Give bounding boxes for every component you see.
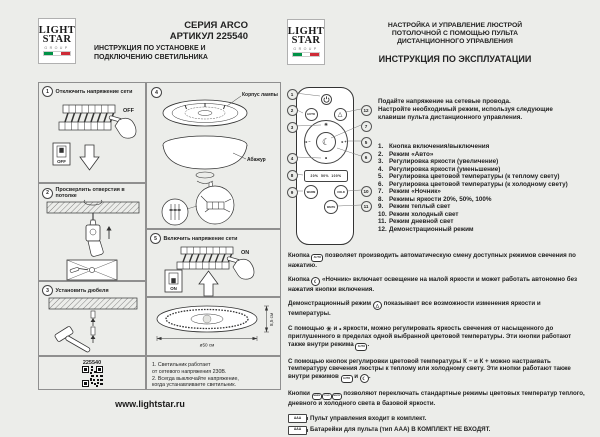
list-item: 4. Регулировка яркости (уменьшение)	[378, 165, 501, 173]
warm-button-icon: WARM	[312, 393, 322, 400]
demo-mode-button	[334, 108, 347, 121]
step-4-cell	[146, 82, 281, 229]
callout-7: 7	[361, 121, 372, 132]
list-item: 11. Режим дневной свет	[378, 218, 454, 225]
brightness-up-icon: ☀	[325, 325, 332, 333]
auto-button-icon: AUTO	[341, 375, 353, 383]
list-item: 3. Регулировка яркости (увеличение)	[378, 158, 499, 165]
svg-text:ø50 см: ø50 см	[199, 342, 215, 348]
step-1-badge: 1	[42, 86, 53, 97]
callout-2: 2	[287, 105, 298, 116]
list-item: 10. Режим холодный свет	[378, 210, 459, 218]
dowel-hammer-diagram	[39, 296, 145, 356]
callout-10: 10	[361, 186, 372, 197]
callout-5: 5	[361, 137, 372, 148]
svg-text:Корпус лампы: Корпус лампы	[242, 92, 278, 98]
hammer-handle	[65, 335, 91, 352]
website-url: www.lightstar.ru	[115, 399, 185, 409]
paragraph-auto: Кнопка AUTO позволяет производить автоматическую смену доступных режимов свечения по нажатию.	[288, 252, 576, 269]
power-icon	[323, 96, 330, 103]
list-item: 12. Демонстрационный режим	[378, 225, 474, 233]
operation-paragraphs	[288, 252, 585, 437]
list-item: 2. Режим «Авто»	[378, 150, 434, 158]
italian-flag-stripe	[292, 52, 320, 56]
article-code: 225540	[82, 360, 102, 366]
callout-8: 8	[287, 170, 298, 181]
battery-icon: AAA	[288, 414, 307, 423]
svg-text:OFF: OFF	[57, 159, 66, 164]
article-number: АРТИКУЛ 225540	[169, 31, 248, 42]
step-4-badge: 4	[151, 87, 162, 98]
breakers-on-diagram	[147, 244, 280, 298]
cold-light-button: COLD	[334, 185, 348, 199]
lightstar-logo	[38, 18, 76, 64]
moon-icon: ☾	[321, 136, 331, 147]
lamp-dimensions-cell	[146, 297, 281, 356]
battery-icon: AAA	[288, 426, 307, 435]
logo-word-group: GROUP	[44, 45, 70, 50]
paragraph-preset-modes: Кнопки WARM COLD WHITE позволяют переключать стандартные режимы цветовых температур теплого, дневного и холодного света в базовой яркости.	[288, 389, 585, 407]
power-button	[321, 94, 332, 105]
paragraph-night-mode: Кнопка ☾ «Ночник» включает освещение на малой яркости и может работать автономно без нажатия кнопки включения.	[288, 276, 578, 294]
operation-intro: Подайте напряжение на сетевые провода. Настройте необходимый режим, используя следующие клавиши пульта дистанционного управления.	[378, 98, 553, 121]
step-2-label: Просверлить отверстия в потолке	[55, 187, 125, 199]
battery-note-2: AAA Батарейки для пульта (тип ААА) В КОМПЛЕКТ НЕ ВХОДЯТ.	[288, 426, 585, 435]
step-2-badge: 2	[42, 188, 53, 199]
warm-light-button: WARM	[304, 185, 318, 199]
temp-warm-k-minus: к −	[305, 140, 311, 144]
moon-icon: ☾	[360, 374, 369, 383]
battery-note-1: AAA Пульт управления входит в комплект.	[288, 414, 585, 423]
step-2-cell	[38, 183, 146, 281]
step-1-label: Отключить напряжение сети	[55, 88, 133, 95]
install-steps-grid	[38, 82, 281, 390]
temp-cold-k-plus: к +	[341, 140, 347, 144]
callout-4: 4	[287, 153, 298, 164]
white-button-icon: WHITE	[332, 393, 342, 400]
lamp-dimensions-diagram	[147, 298, 280, 355]
callout-1: 1	[287, 89, 298, 100]
step-3-cell	[38, 281, 146, 356]
callout-3: 3	[287, 122, 298, 133]
night-mode-button	[316, 132, 336, 152]
list-item: 7. Режим «Ночник»	[378, 188, 441, 195]
paragraph-color-temperature: С помощью кнопок регулировки цветовой температуры К − и К + можно настраивать температуру свечения люстры к теплому или холодному свету. Эти кнопки работают также внутри режимов AUTO и ☾ .	[288, 358, 585, 383]
list-item: 9. Режим теплый свет	[378, 203, 451, 210]
button-functions-list	[378, 143, 590, 233]
auto-mode-button: AUTO	[305, 108, 318, 121]
brightness-up-icon: ☀	[323, 122, 329, 127]
list-item: 8. Режимы яркости 20%, 50%, 100%	[378, 195, 492, 203]
svg-text:Абажур: Абажур	[247, 157, 266, 163]
safety-notes-cell: 1. Светильник работает от сетевого напряжения 230В. 2. Всегда выключайте напряжение, когда устанавливаете светильник.	[146, 356, 281, 390]
brightness-down-icon: •	[324, 155, 328, 162]
lamp-assembly-diagram	[147, 83, 280, 228]
moon-icon: ☾	[311, 277, 320, 286]
hand	[115, 118, 136, 138]
callout-11: 11	[361, 201, 372, 212]
step-3-label: Установить дюбеля	[55, 287, 109, 294]
paragraph-demo-mode: Демонстрационный режим △ показывает все возможности изменения яркости и температуры.	[288, 300, 541, 318]
demo-mode-icon: △	[337, 111, 343, 118]
operation-title: НАСТРОЙКА И УПРАВЛЕНИЕ ЛЮСТРОЙ ПОТОЛОЧНОЙ С ПОМОЩЬЮ ПУЛЬТА ДИСТАНЦИОННОГО УПРАВЛЕНИЯ	[387, 22, 523, 45]
step-5-badge: 5	[150, 233, 161, 244]
auto-button-icon: AUTO	[355, 343, 367, 351]
svg-text:ON: ON	[241, 250, 250, 256]
cold-button-icon: COLD	[322, 393, 332, 400]
arrow-up	[199, 271, 218, 296]
k-plus-label: К +	[479, 357, 489, 365]
list-item: 1. Кнопка включения/выключения	[378, 143, 490, 150]
series-name: СЕРИЯ ARCO	[184, 20, 248, 31]
callout-12: 12	[361, 105, 372, 116]
qr-code	[82, 366, 103, 387]
install-title	[90, 20, 248, 42]
install-subtitle: ИНСТРУКЦИЯ ПО УСТАНОВКЕ И ПОДКЛЮЧЕНИЮ СВЕТИЛЬНИКА	[94, 45, 208, 61]
remote-control	[296, 87, 354, 245]
logo-word-light: LIGHT	[38, 25, 76, 37]
callout-6: 6	[361, 152, 372, 163]
article-qr-cell	[38, 356, 146, 390]
auto-button-icon: AUTO	[311, 254, 323, 262]
svg-text:OFF: OFF	[123, 108, 134, 114]
list-item: 5. Регулировка цветовой температуры (к теплому свету)	[378, 173, 560, 180]
step-5-label: Включить напряжение сети	[163, 235, 238, 242]
list-item: 6. Регулировка цветовой температуры (к холодному свету)	[378, 180, 568, 188]
k-minus-label: К −	[463, 357, 473, 365]
paragraph-brightness: С помощью ☀ и • яркости, можно регулировать яркость свечения от насыщенного до приглушенного в пределах одной выбранной цветовой температуры. Эти кнопки работают также внутри режима AUTO .	[288, 325, 585, 351]
white-light-button: WHITE	[324, 200, 338, 214]
brightness-down-icon: •	[339, 325, 342, 333]
svg-text:8,5 см: 8,5 см	[269, 312, 274, 326]
step-5-cell	[146, 229, 281, 297]
brightness-presets-button: 20% 50% 100%	[304, 170, 348, 182]
svg-text:ON: ON	[170, 286, 177, 291]
logo-word-star: STAR	[42, 34, 72, 46]
italian-flag-stripe	[43, 51, 71, 55]
breakers-off-diagram	[39, 97, 145, 183]
drill-diagram	[39, 199, 145, 283]
demo-mode-icon: △	[373, 301, 382, 310]
step-3-badge: 3	[42, 285, 53, 296]
arrow-down	[80, 145, 99, 170]
callout-9: 9	[287, 187, 298, 198]
step-1-cell	[38, 82, 146, 183]
operation-subtitle: ИНСТРУКЦИЯ ПО ЭКСПЛУАТАЦИИ	[378, 54, 532, 64]
lightstar-logo-right: LIGHT STAR GROUP	[287, 19, 325, 65]
